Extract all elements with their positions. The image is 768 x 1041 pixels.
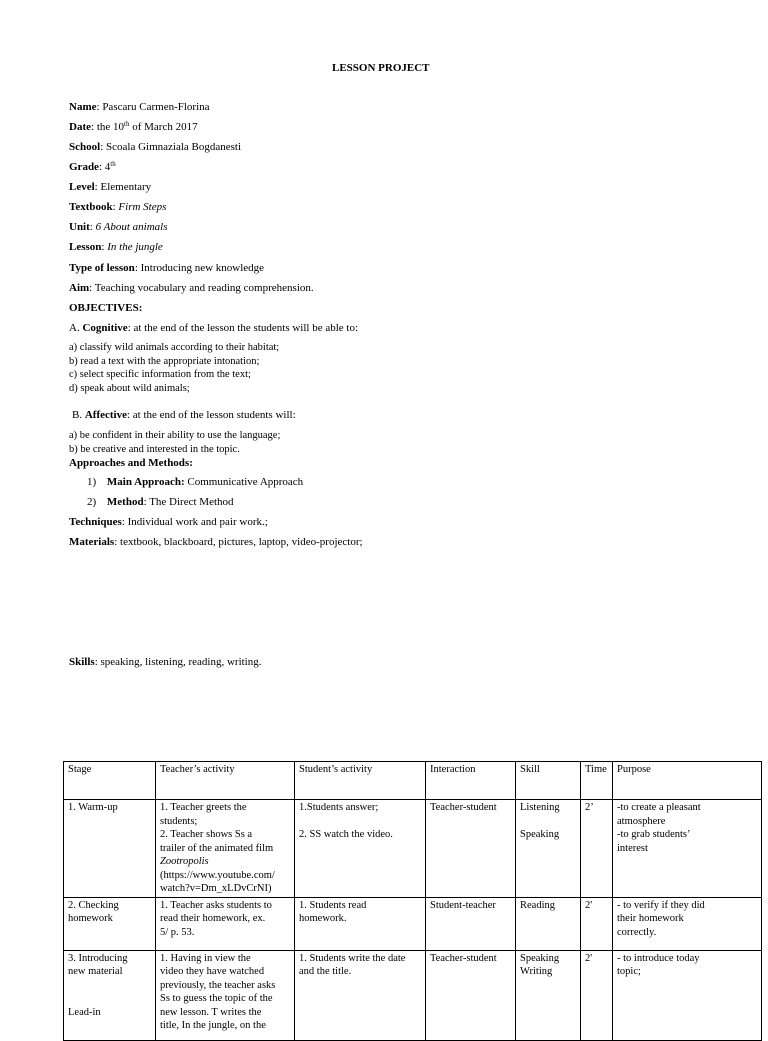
date-line: Date: the 10th of March 2017	[69, 120, 198, 133]
cell-text: 1.Students answer;	[299, 802, 379, 813]
cell-text: new material	[68, 966, 123, 977]
affective-text: : at the end of the lesson students will:	[126, 409, 296, 421]
level-value: Elementary	[100, 181, 152, 193]
materials-label: Materials	[69, 536, 115, 548]
cell-text	[68, 992, 151, 1006]
cognitive-list	[69, 341, 279, 395]
cell-text: previously, the teacher asks	[160, 979, 276, 991]
cell-interaction	[426, 897, 516, 950]
cognitive-prefix: A.	[69, 322, 80, 334]
cell-text: Teacher-student	[430, 952, 497, 964]
cell-text	[299, 815, 421, 829]
cell-text: 1. Warm-up	[68, 802, 118, 813]
cell-text: Reading	[520, 899, 555, 911]
cell-time: 2’	[581, 800, 613, 898]
date-label: Date	[69, 121, 91, 133]
cell-text: read their homework, ex.	[160, 913, 266, 924]
school-label: School	[69, 141, 101, 153]
cell-text: 1. Students write the date	[299, 952, 406, 964]
cell-text: 1. Having in view the	[160, 952, 251, 964]
cognitive-item: b) read a text with the appropriate intonation;	[69, 355, 260, 367]
level-line: Level: Elementary	[69, 181, 152, 193]
header-interaction: Interaction	[426, 762, 516, 800]
cell-teacher	[156, 950, 295, 1040]
aim-line: Aim: Teaching vocabulary and reading comprehension.	[69, 282, 314, 294]
unit-label: Unit	[69, 221, 90, 233]
affective-label: Affective	[84, 409, 127, 421]
materials-line	[69, 535, 363, 549]
affective-item: a) be confident in their ability to use the language;	[69, 430, 281, 441]
approach-num: 2)	[87, 496, 97, 508]
cell-text: Speaking	[520, 829, 560, 840]
cell-purpose	[613, 950, 762, 1040]
grade-sup: th	[110, 160, 116, 168]
techniques-value: : Individual work and pair work.;	[121, 516, 268, 528]
cell-interaction	[426, 800, 516, 898]
header-time: Time	[581, 762, 613, 800]
cell-text: Lead-in	[68, 1006, 101, 1018]
cell-text: Teacher-student	[430, 802, 497, 813]
cell-text: new lesson. T writes the	[160, 1006, 262, 1018]
cell-text	[520, 815, 576, 829]
name-label: Name	[69, 101, 97, 113]
grade-value: 4	[104, 161, 111, 173]
approach-item-1	[87, 475, 303, 489]
textbook-value: Firm Steps	[118, 201, 167, 213]
header-skill: Skill	[516, 762, 581, 800]
cell-purpose	[613, 897, 762, 950]
cell-text: Student-teacher	[430, 899, 496, 911]
header-teacher: Teacher’s activity	[156, 762, 295, 800]
unit-line: Unit: 6 About animals	[69, 221, 168, 233]
cell-text: Zootropolis	[160, 856, 209, 867]
cell-text: correctly.	[617, 926, 657, 938]
affective-prefix: B.	[72, 409, 83, 421]
textbook-label: Textbook	[69, 201, 113, 213]
grade-line: Grade: 4th	[69, 160, 116, 173]
grade-label: Grade	[69, 161, 99, 173]
affective-line	[72, 408, 296, 422]
cell-text: 3. Introducing	[68, 952, 128, 964]
cell-skill	[516, 897, 581, 950]
cell-text: atmosphere	[617, 815, 666, 827]
cognitive-label: Cognitive	[82, 322, 128, 334]
aim-value: Teaching vocabulary and reading comprehension.	[94, 282, 314, 294]
cell-text: -to grab students’	[617, 829, 691, 840]
cell-text: 2. Teacher shows Ss a	[160, 829, 253, 840]
date-sup: th	[124, 120, 130, 128]
cell-text: 1. Teacher greets the	[160, 802, 247, 813]
cell-text: - to verify if they did	[617, 899, 705, 911]
unit-value: 6 About animals	[95, 221, 168, 233]
techniques-label: Techniques	[69, 516, 122, 528]
cell-skill	[516, 950, 581, 1040]
cell-purpose	[613, 800, 762, 898]
type-line: Type of lesson: Introducing new knowledge	[69, 262, 265, 274]
header-student: Student’s activity	[295, 762, 426, 800]
cell-text: Ss to guess the topic of the	[160, 993, 273, 1004]
cell-text: video they have watched	[160, 966, 265, 977]
cell-text: - to introduce today	[617, 952, 700, 964]
cell-text: watch?v=Dm_xLDvCrNI)	[160, 883, 272, 894]
cell-text: 1. Teacher asks students to	[160, 899, 272, 911]
textbook-line: Textbook: Firm Steps	[69, 201, 167, 213]
cell-text: trailer of the animated film	[160, 842, 274, 854]
cell-text: 5/ p. 53.	[160, 926, 195, 938]
cell-stage	[64, 800, 156, 898]
cell-text: 2. Checking	[68, 899, 119, 911]
cell-student	[295, 950, 426, 1040]
table-row	[64, 950, 762, 1040]
date-value-rest: of March 2017	[132, 121, 198, 133]
cell-student	[295, 800, 426, 898]
cognitive-item: a) classify wild animals according to their habitat;	[69, 342, 280, 353]
lesson-table	[63, 761, 762, 1041]
cell-text: topic;	[617, 966, 641, 977]
lesson-value: In the jungle	[107, 241, 163, 253]
school-value: Scoala Gimnaziala Bogdanesti	[106, 141, 242, 153]
cell-interaction	[426, 950, 516, 1040]
cell-text: 2. SS watch the video.	[299, 829, 393, 840]
school-line: School: Scoala Gimnaziala Bogdanesti	[69, 141, 242, 153]
cell-text: title, In the jungle, on the	[160, 1020, 266, 1031]
skills-value: : speaking, listening, reading, writing.	[94, 656, 262, 668]
cell-text: 1. Students read	[299, 899, 367, 911]
cell-time: 2'	[581, 950, 613, 1040]
cell-text: homework.	[299, 913, 347, 924]
table-row	[64, 800, 762, 898]
objectives-heading: OBJECTIVES:	[69, 302, 143, 314]
skills-line	[69, 655, 262, 669]
materials-value: : textbook, blackboard, pictures, laptop, video-projector;	[114, 536, 363, 548]
approach-value: Communicative Approach	[187, 476, 304, 488]
cell-text: and the title.	[299, 966, 352, 977]
cell-text	[68, 979, 151, 993]
cell-text: interest	[617, 842, 648, 854]
cell-stage	[64, 950, 156, 1040]
approach-num: 1)	[87, 476, 97, 488]
name-line: Name: Pascaru Carmen-Florina	[69, 101, 210, 113]
cognitive-item: d) speak about wild animals;	[69, 382, 190, 394]
cognitive-item: c) select specific information from the text;	[69, 369, 251, 380]
approaches-heading: Approaches and Methods:	[69, 457, 193, 469]
aim-label: Aim	[69, 282, 90, 294]
cell-student	[295, 897, 426, 950]
affective-list	[69, 429, 280, 456]
name-value: Pascaru Carmen-Florina	[102, 101, 210, 113]
techniques-line	[69, 515, 268, 529]
level-label: Level	[69, 181, 95, 193]
cell-text: Writing	[520, 966, 553, 977]
type-label: Type of lesson	[69, 262, 135, 274]
approach-item-2	[87, 495, 234, 509]
cell-teacher	[156, 897, 295, 950]
header-purpose: Purpose	[613, 762, 762, 800]
cell-text: Listening	[520, 802, 560, 813]
cell-time: 2'	[581, 897, 613, 950]
cognitive-line	[69, 321, 358, 335]
cell-text: their homework	[617, 913, 684, 924]
type-value: Introducing new knowledge	[140, 262, 265, 274]
table-row	[64, 897, 762, 950]
header-stage: Stage	[64, 762, 156, 800]
cell-skill	[516, 800, 581, 898]
cell-text: -to create a pleasant	[617, 802, 701, 813]
lesson-label: Lesson	[69, 241, 102, 253]
affective-item: b) be creative and interested in the topic.	[69, 443, 240, 455]
approach-label: Main Approach:	[106, 476, 185, 488]
approach-value: : The Direct Method	[143, 496, 234, 508]
cell-text: students;	[160, 815, 198, 827]
approach-label: Method	[106, 496, 144, 508]
cell-text: Speaking	[520, 952, 560, 964]
cell-stage	[64, 897, 156, 950]
cognitive-text: : at the end of the lesson the students will be able to:	[127, 322, 359, 334]
cell-text: (https://www.youtube.com/	[160, 869, 275, 881]
lesson-line: Lesson: In the jungle	[69, 241, 163, 253]
cell-teacher	[156, 800, 295, 898]
page-title: LESSON PROJECT	[332, 62, 430, 74]
cell-text: homework	[68, 913, 113, 924]
table-header-row	[64, 762, 762, 800]
skills-label: Skills	[69, 656, 95, 668]
date-value: the 10	[96, 121, 125, 133]
